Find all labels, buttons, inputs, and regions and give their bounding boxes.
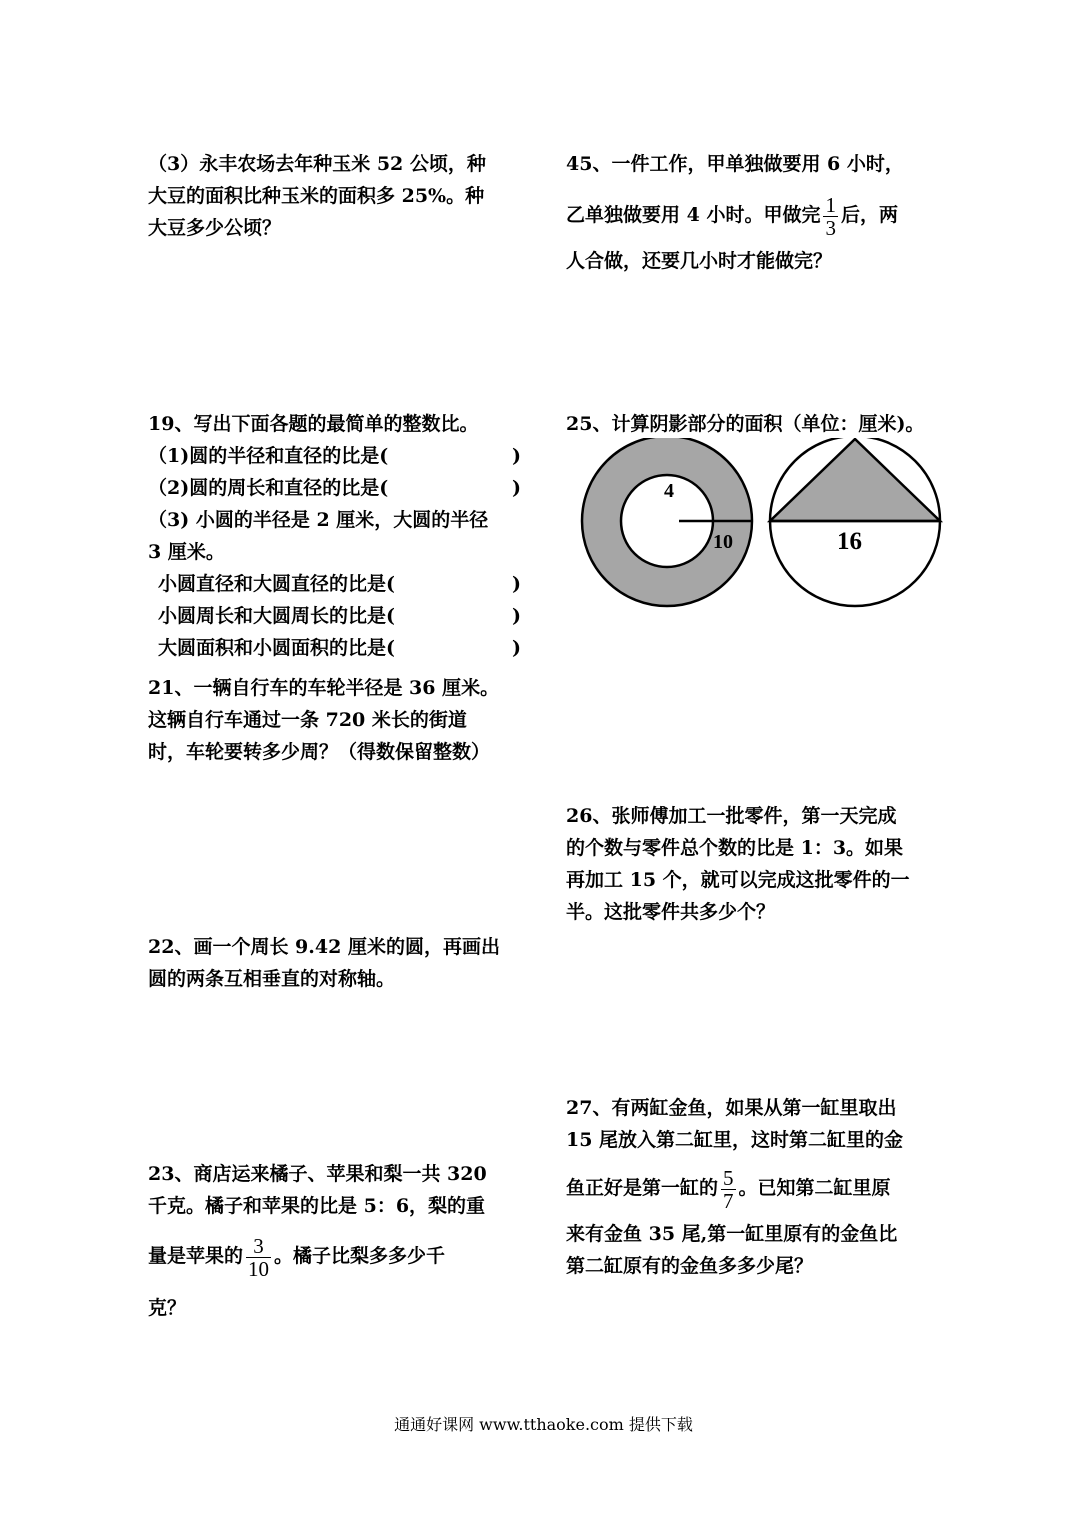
q45-line2-pre: 乙单独做要用 4 小时。甲做完 bbox=[566, 204, 821, 226]
q19-item3-line2: 3 厘米。 bbox=[148, 541, 225, 563]
q27-line3-post: 。已知第二缸里原 bbox=[738, 1177, 891, 1199]
q19-item1-text: （1)圆的半径和直径的比是( bbox=[148, 445, 389, 467]
q45-line3: 人合做，还要几小时才能做完？ bbox=[566, 250, 833, 272]
q19-sub2-close: ) bbox=[512, 605, 521, 627]
q23-line3 bbox=[148, 1226, 487, 1286]
q23-fraction bbox=[246, 1235, 271, 1280]
q45-fraction-num: 1 bbox=[825, 192, 836, 217]
q27-line2: 15 尾放入第二缸里，这时第二缸里的金 bbox=[566, 1129, 904, 1151]
q19-item1-close: ) bbox=[512, 445, 521, 467]
q22-line1: 22、画一个周长 9.42 厘米的圆，再画出 bbox=[148, 936, 500, 958]
q27-line3-pre: 鱼正好是第一缸的 bbox=[566, 1177, 719, 1199]
question-19 bbox=[148, 408, 521, 664]
q19-item2-close: ) bbox=[512, 477, 521, 499]
question-22 bbox=[148, 931, 500, 995]
q45-line2 bbox=[566, 185, 904, 245]
q23-line1: 23、商店运来橘子、苹果和梨一共 320 bbox=[148, 1163, 487, 1185]
question-21 bbox=[148, 672, 499, 768]
q25-figure bbox=[570, 438, 960, 618]
q18-line3: 大豆多少公顷？ bbox=[148, 217, 282, 239]
q19-sub1-close: ) bbox=[512, 573, 521, 595]
q19-item3-line1: （3) 小圆的半径是 2 厘米，大圆的半径 bbox=[148, 509, 489, 531]
q19-item1 bbox=[148, 440, 521, 472]
q27-line3 bbox=[566, 1158, 903, 1218]
question-23 bbox=[148, 1158, 487, 1324]
q26-line4: 半。这批零件共多少个？ bbox=[566, 901, 776, 923]
q23-line3-post: 。橘子比梨多多少千 bbox=[274, 1245, 446, 1267]
question-26 bbox=[566, 800, 910, 928]
q26-line1: 26、张师傅加工一批零件，第一天完成 bbox=[566, 805, 897, 827]
question-18-part3 bbox=[148, 148, 486, 244]
q45-fraction-den: 3 bbox=[825, 215, 836, 240]
q23-line2: 千克。橘子和苹果的比是 5：6，梨的重 bbox=[148, 1195, 486, 1217]
q26-line2: 的个数与零件总个数的比是 1：3。如果 bbox=[566, 837, 904, 859]
q21-line2: 这辆自行车通过一条 720 米长的街道 bbox=[148, 709, 467, 731]
q27-fraction-num: 5 bbox=[723, 1165, 734, 1190]
q19-sub3 bbox=[148, 632, 521, 664]
q23-fraction-den: 10 bbox=[248, 1256, 270, 1281]
q27-line5: 第二缸原有的金鱼多多少尾？ bbox=[566, 1255, 814, 1277]
q27-line1: 27、有两缸金鱼，如果从第一缸里取出 bbox=[566, 1097, 897, 1119]
q23-line3-pre: 量是苹果的 bbox=[148, 1245, 244, 1267]
q18-line2: 大豆的面积比种玉米的面积多 25%。种 bbox=[148, 185, 485, 207]
q26-line3: 再加工 15 个，就可以完成这批零件的一 bbox=[566, 869, 910, 891]
q25-title: 25、计算阴影部分的面积（单位：厘米)。 bbox=[566, 413, 925, 435]
q27-fraction-den: 7 bbox=[723, 1188, 734, 1213]
q23-fraction-num: 3 bbox=[246, 1235, 271, 1258]
label-outer-radius: 10 bbox=[713, 531, 733, 553]
q21-line1: 21、一辆自行车的车轮半径是 36 厘米。 bbox=[148, 677, 500, 699]
q19-sub3-close: ) bbox=[512, 637, 521, 659]
q19-sub2-text: 小圆周长和大圆周长的比是( bbox=[158, 605, 395, 627]
q23-line4: 克？ bbox=[148, 1297, 187, 1319]
q19-sub1-text: 小圆直径和大圆直径的比是( bbox=[158, 573, 395, 595]
q27-fraction bbox=[721, 1167, 736, 1212]
q18-line1: （3）永丰农场去年种玉米 52 公顷，种 bbox=[148, 153, 486, 175]
q19-item2 bbox=[148, 472, 521, 504]
question-27 bbox=[566, 1092, 903, 1282]
q19-sub1 bbox=[148, 568, 521, 600]
q19-item2-text: （2)圆的周长和直径的比是( bbox=[148, 477, 389, 499]
page-footer: 通通好课网 www.tthaoke.com 提供下载 bbox=[394, 1415, 693, 1434]
label-inner-radius: 4 bbox=[664, 480, 674, 502]
q19-sub3-text: 大圆面积和小圆面积的比是( bbox=[158, 637, 395, 659]
q22-line2: 圆的两条互相垂直的对称轴。 bbox=[148, 968, 396, 990]
q45-line1: 45、一件工作，甲单独做要用 6 小时， bbox=[566, 153, 904, 175]
q27-line4: 来有金鱼 35 尾,第一缸里原有的金鱼比 bbox=[566, 1223, 898, 1245]
question-25-title bbox=[566, 408, 924, 440]
q45-line2-post: 后，两 bbox=[840, 204, 898, 226]
label-diameter: 16 bbox=[837, 528, 862, 555]
q19-title: 19、写出下面各题的最简单的整数比。 bbox=[148, 413, 479, 435]
q45-fraction bbox=[823, 194, 838, 239]
q21-line3: 时，车轮要转多少周？（得数保留整数） bbox=[148, 741, 491, 763]
question-45 bbox=[566, 148, 904, 277]
q19-sub2 bbox=[148, 600, 521, 632]
